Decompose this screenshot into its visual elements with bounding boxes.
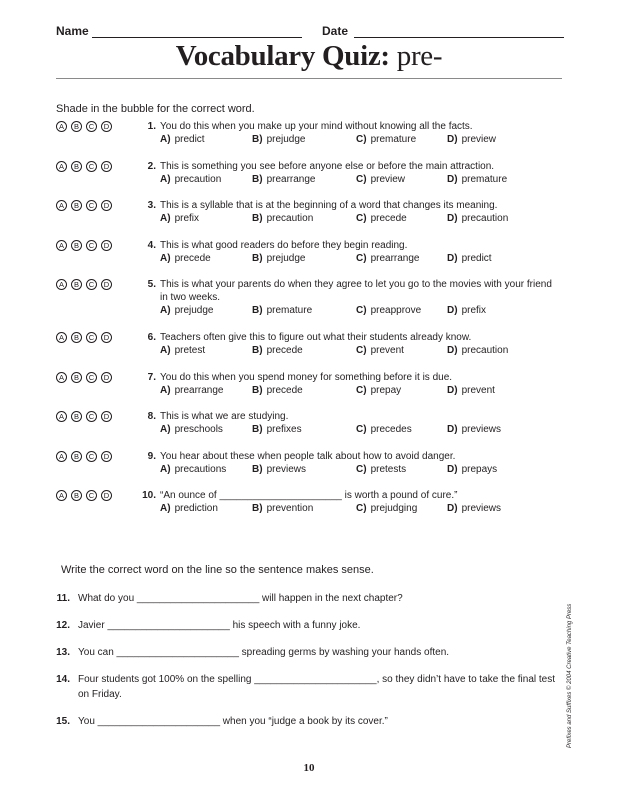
option-c bbox=[356, 304, 421, 317]
option-word: prefix bbox=[174, 213, 200, 224]
option-a bbox=[160, 384, 223, 397]
option-letter: A) bbox=[160, 385, 171, 396]
question-number: 3. bbox=[147, 200, 156, 211]
question-item bbox=[56, 160, 566, 188]
title-divider bbox=[56, 78, 562, 79]
option-word: pretest bbox=[174, 345, 206, 356]
option-letter: A) bbox=[160, 305, 171, 316]
question-text: This is something you see before anyone else or before the main attraction. bbox=[160, 161, 495, 172]
answer-bubble-c[interactable]: C bbox=[86, 121, 97, 132]
option-c bbox=[356, 502, 417, 515]
option-letter: C) bbox=[356, 213, 367, 224]
answer-bubble-c[interactable]: C bbox=[86, 240, 97, 251]
option-b bbox=[252, 133, 305, 146]
answer-bubble-b[interactable]: B bbox=[71, 240, 82, 251]
question-text: You hear about these when people talk about how to avoid danger. bbox=[160, 451, 456, 462]
option-letter: C) bbox=[356, 464, 367, 475]
option-letter: B) bbox=[252, 385, 263, 396]
option-letter: D) bbox=[447, 424, 458, 435]
option-a bbox=[160, 133, 205, 146]
answer-bubble-b[interactable]: B bbox=[71, 279, 82, 290]
option-letter: D) bbox=[447, 345, 458, 356]
option-letter: D) bbox=[447, 253, 458, 264]
option-c bbox=[356, 344, 404, 357]
option-letter: D) bbox=[447, 503, 458, 514]
option-word: prearrange bbox=[266, 174, 316, 185]
option-word: premature bbox=[266, 305, 313, 316]
question-item bbox=[56, 489, 566, 517]
option-letter: D) bbox=[447, 385, 458, 396]
option-letter: C) bbox=[356, 345, 367, 356]
question-item bbox=[56, 371, 566, 399]
option-letter: A) bbox=[160, 253, 171, 264]
option-letter: A) bbox=[160, 345, 171, 356]
option-word: precaution bbox=[461, 213, 509, 224]
option-letter: C) bbox=[356, 174, 367, 185]
option-c bbox=[356, 384, 401, 397]
answer-bubble-d[interactable]: D bbox=[101, 121, 112, 132]
option-word: prearrange bbox=[174, 385, 224, 396]
option-word: pretests bbox=[370, 464, 407, 475]
answer-bubble-c[interactable]: C bbox=[86, 200, 97, 211]
option-word: previews bbox=[266, 464, 307, 475]
option-word: prepays bbox=[461, 464, 498, 475]
item-sentence: What do you ______________________ will happen in the next chapter? bbox=[78, 593, 403, 604]
answer-bubble-c[interactable]: C bbox=[86, 372, 97, 383]
option-word: premature bbox=[370, 134, 417, 145]
option-letter: A) bbox=[160, 424, 171, 435]
option-letter: A) bbox=[160, 464, 171, 475]
option-d bbox=[447, 304, 486, 317]
option-letter: A) bbox=[160, 213, 171, 224]
option-d bbox=[447, 423, 501, 436]
header-row bbox=[56, 24, 564, 40]
answer-bubble-a[interactable]: A bbox=[56, 279, 67, 290]
option-word: precedes bbox=[370, 424, 412, 435]
question-item bbox=[56, 331, 566, 359]
option-c bbox=[356, 212, 407, 225]
option-word: prearrange bbox=[370, 253, 420, 264]
option-word: prefix bbox=[461, 305, 487, 316]
option-word: predict bbox=[461, 253, 492, 264]
option-b bbox=[252, 423, 302, 436]
option-letter: C) bbox=[356, 305, 367, 316]
answer-bubble-b[interactable]: B bbox=[71, 161, 82, 172]
option-word: preapprove bbox=[370, 305, 422, 316]
question-item bbox=[56, 410, 566, 438]
option-word: previews bbox=[461, 503, 502, 514]
option-word: prejudge bbox=[174, 305, 214, 316]
side-credit-text: Prefixes and Suffixes © 2004 Creative Teaching Press bbox=[567, 603, 573, 748]
option-c bbox=[356, 423, 412, 436]
option-b bbox=[252, 304, 312, 317]
option-word: prevention bbox=[266, 503, 314, 514]
option-word: precautions bbox=[174, 464, 227, 475]
answer-bubble-d[interactable]: D bbox=[101, 240, 112, 251]
item-sentence: You can ______________________ spreading germs by washing your hands often. bbox=[78, 647, 450, 658]
option-a bbox=[160, 212, 199, 225]
question-number: 7. bbox=[147, 372, 156, 383]
option-b bbox=[252, 173, 315, 186]
option-word: preschools bbox=[174, 424, 223, 435]
option-d bbox=[447, 173, 507, 186]
question-item bbox=[56, 239, 566, 267]
option-letter: C) bbox=[356, 424, 367, 435]
option-letter: D) bbox=[447, 134, 458, 145]
answer-bubble-b[interactable]: B bbox=[71, 451, 82, 462]
item-number: 15. bbox=[56, 716, 70, 727]
option-letter: B) bbox=[252, 253, 263, 264]
answer-bubble-b[interactable]: B bbox=[71, 200, 82, 211]
question-item bbox=[56, 450, 566, 478]
date-line[interactable] bbox=[354, 37, 564, 38]
option-d bbox=[447, 212, 508, 225]
question-text: This is a syllable that is at the beginning of a word that changes its meaning. bbox=[160, 200, 498, 211]
title-suffix: pre- bbox=[396, 40, 443, 72]
option-b bbox=[252, 463, 306, 476]
answer-bubble-b[interactable]: B bbox=[71, 411, 82, 422]
part2-instruction: Write the correct word on the line so the sentence makes sense. bbox=[61, 564, 374, 576]
option-letter: C) bbox=[356, 253, 367, 264]
item-sentence: Javier ______________________ his speech with a funny joke. bbox=[78, 620, 361, 631]
option-d bbox=[447, 384, 495, 397]
answer-bubble-c[interactable]: C bbox=[86, 332, 97, 343]
name-line[interactable] bbox=[92, 37, 302, 38]
option-word: prejudging bbox=[370, 503, 418, 514]
answer-bubble-a[interactable]: A bbox=[56, 411, 67, 422]
option-b bbox=[252, 384, 303, 397]
option-d bbox=[447, 502, 501, 515]
question-number: 5. bbox=[147, 279, 156, 290]
option-a bbox=[160, 502, 218, 515]
option-word: preview bbox=[370, 174, 406, 185]
answer-bubble-d[interactable]: D bbox=[101, 279, 112, 290]
option-word: prepay bbox=[370, 385, 402, 396]
question-number: 1. bbox=[147, 121, 156, 132]
option-d bbox=[447, 133, 496, 146]
option-letter: A) bbox=[160, 134, 171, 145]
answer-bubble-c[interactable]: C bbox=[86, 161, 97, 172]
option-word: prevent bbox=[370, 345, 404, 356]
option-word: precede bbox=[266, 385, 303, 396]
page-number: 10 bbox=[303, 762, 315, 774]
option-word: precede bbox=[174, 253, 211, 264]
answer-bubble-b[interactable]: B bbox=[71, 121, 82, 132]
item-sentence: Four students got 100% on the spelling ______________________, so they didn’t have to take the final test on Friday. bbox=[78, 674, 556, 700]
answer-bubble-b[interactable]: B bbox=[71, 332, 82, 343]
answer-bubble-c[interactable]: C bbox=[86, 490, 97, 501]
answer-bubble-a[interactable]: A bbox=[56, 240, 67, 251]
option-letter: C) bbox=[356, 134, 367, 145]
answer-bubble-d[interactable]: D bbox=[101, 411, 112, 422]
answer-bubble-d[interactable]: D bbox=[101, 161, 112, 172]
item-number: 11. bbox=[56, 593, 70, 604]
option-word: precede bbox=[266, 345, 303, 356]
answer-bubble-b[interactable]: B bbox=[71, 372, 82, 383]
answer-bubble-d[interactable]: D bbox=[101, 372, 112, 383]
question-number: 4. bbox=[147, 240, 156, 251]
item-number: 13. bbox=[56, 647, 70, 658]
option-b bbox=[252, 252, 305, 265]
option-letter: B) bbox=[252, 213, 263, 224]
option-letter: D) bbox=[447, 213, 458, 224]
option-letter: A) bbox=[160, 174, 171, 185]
question-text: This is what good readers do before they begin reading. bbox=[160, 240, 408, 251]
option-letter: B) bbox=[252, 424, 263, 435]
side-credit bbox=[567, 603, 577, 748]
answer-bubble-c[interactable]: C bbox=[86, 411, 97, 422]
option-letter: B) bbox=[252, 503, 263, 514]
question-item bbox=[56, 199, 566, 227]
question-item bbox=[56, 120, 566, 148]
option-letter: B) bbox=[252, 174, 263, 185]
option-letter: B) bbox=[252, 134, 263, 145]
option-b bbox=[252, 502, 313, 515]
item-number: 12. bbox=[56, 620, 70, 631]
option-a bbox=[160, 252, 211, 265]
date-label: Date bbox=[322, 24, 349, 38]
part1-instruction: Shade in the bubble for the correct word. bbox=[56, 103, 255, 115]
item-sentence: You ______________________ when you “judge a book by its cover.” bbox=[78, 716, 388, 727]
option-word: prejudge bbox=[266, 253, 306, 264]
question-number: 8. bbox=[147, 411, 156, 422]
option-a bbox=[160, 463, 226, 476]
option-word: precede bbox=[370, 213, 407, 224]
option-word: precaution bbox=[266, 213, 314, 224]
question-text: Teachers often give this to figure out what their students already know. bbox=[160, 332, 472, 343]
option-b bbox=[252, 212, 313, 225]
answer-bubble-a[interactable]: A bbox=[56, 372, 67, 383]
option-a bbox=[160, 423, 223, 436]
option-a bbox=[160, 344, 205, 357]
option-letter: A) bbox=[160, 503, 171, 514]
question-text: You do this when you spend money for something before it is due. bbox=[160, 372, 453, 383]
option-word: premature bbox=[461, 174, 508, 185]
option-word: prevent bbox=[461, 385, 495, 396]
answer-bubble-a[interactable]: A bbox=[56, 161, 67, 172]
option-c bbox=[356, 173, 405, 186]
option-word: previews bbox=[461, 424, 502, 435]
name-label: Name bbox=[56, 24, 89, 38]
answer-bubble-a[interactable]: A bbox=[56, 332, 67, 343]
option-d bbox=[447, 463, 497, 476]
option-d bbox=[447, 252, 492, 265]
option-word: precaution bbox=[461, 345, 509, 356]
option-letter: D) bbox=[447, 174, 458, 185]
answer-bubble-c[interactable]: C bbox=[86, 451, 97, 462]
option-letter: D) bbox=[447, 305, 458, 316]
option-word: precaution bbox=[174, 174, 222, 185]
question-number: 2. bbox=[147, 161, 156, 172]
answer-bubble-d[interactable]: D bbox=[101, 490, 112, 501]
question-number: 10. bbox=[142, 490, 156, 501]
option-word: predict bbox=[174, 134, 205, 145]
option-letter: C) bbox=[356, 385, 367, 396]
option-b bbox=[252, 344, 303, 357]
option-letter: B) bbox=[252, 345, 263, 356]
answer-bubble-c[interactable]: C bbox=[86, 279, 97, 290]
answer-bubble-d[interactable]: D bbox=[101, 200, 112, 211]
option-letter: B) bbox=[252, 464, 263, 475]
option-a bbox=[160, 304, 213, 317]
option-word: prediction bbox=[174, 503, 218, 514]
answer-bubble-d[interactable]: D bbox=[101, 451, 112, 462]
question-text: “An ounce of ______________________ is worth a pound of cure.” bbox=[160, 490, 458, 501]
option-letter: C) bbox=[356, 503, 367, 514]
option-letter: B) bbox=[252, 305, 263, 316]
answer-bubble-a[interactable]: A bbox=[56, 121, 67, 132]
question-item bbox=[56, 278, 566, 318]
title-main: Vocabulary Quiz: bbox=[175, 40, 390, 72]
answer-bubble-d[interactable]: D bbox=[101, 332, 112, 343]
page-title bbox=[0, 40, 618, 73]
question-text: This is what we are studying. bbox=[160, 411, 289, 422]
question-number: 6. bbox=[147, 332, 156, 343]
option-c bbox=[356, 463, 406, 476]
option-a bbox=[160, 173, 221, 186]
question-text: You do this when you make up your mind without knowing all the facts. bbox=[160, 121, 473, 132]
option-word: prefixes bbox=[266, 424, 302, 435]
option-word: preview bbox=[461, 134, 497, 145]
option-c bbox=[356, 133, 416, 146]
answer-bubble-b[interactable]: B bbox=[71, 490, 82, 501]
option-word: prejudge bbox=[266, 134, 306, 145]
answer-bubble-a[interactable]: A bbox=[56, 490, 67, 501]
answer-bubble-a[interactable]: A bbox=[56, 200, 67, 211]
option-d bbox=[447, 344, 508, 357]
option-c bbox=[356, 252, 419, 265]
item-number: 14. bbox=[56, 674, 70, 685]
question-number: 9. bbox=[147, 451, 156, 462]
question-text: This is what your parents do when they agree to let you go to the movies with your friend in two weeks. bbox=[160, 279, 552, 303]
option-letter: D) bbox=[447, 464, 458, 475]
answer-bubble-a[interactable]: A bbox=[56, 451, 67, 462]
